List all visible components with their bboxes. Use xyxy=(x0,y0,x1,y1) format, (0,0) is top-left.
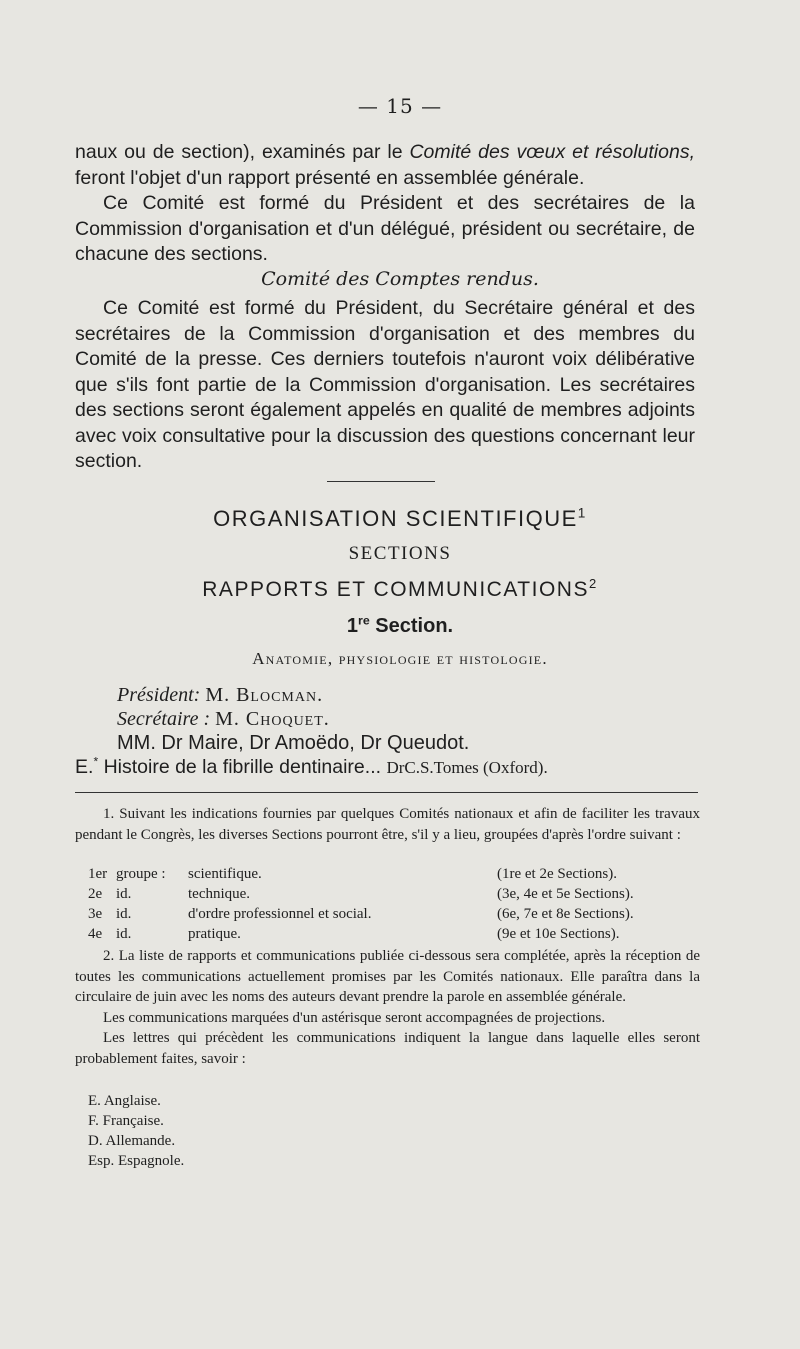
list-item: D. Allemande. xyxy=(88,1133,176,1149)
sections-heading: SECTIONS xyxy=(348,543,452,564)
section-divider xyxy=(327,481,435,482)
footnote-1 xyxy=(75,804,700,845)
footnote-2 xyxy=(75,946,700,1069)
intro-paragraph-2: Ce Comité est formé du Président et des secrétaires de la Commission d'organisation et d'un délégué, président ou secrétaire, de chacune des sections. xyxy=(75,192,695,265)
communication-title: Histoire de la fibrille dentinaire... xyxy=(103,756,382,778)
footnote-rule xyxy=(75,792,698,793)
members-line: MM. Dr Maire, Dr Amoëdo, Dr Queudot. xyxy=(117,732,470,754)
intro-text xyxy=(75,140,695,268)
president-line: Président: M. Blocman. xyxy=(117,684,324,706)
asterisk-marker: * xyxy=(93,754,99,769)
organisation-title: ORGANISATION SCIENTIFIQUE$^1$ xyxy=(213,505,587,531)
intro-paragraph-1: naux ou de section), examinés par le Comité des vœux et résolutions, feront l'objet d'un rapport présenté en assemblée générale. xyxy=(75,141,695,189)
footnote-2-asterisk: Les communications marquées d'un astérisque seront accompagnées de projections. xyxy=(103,1009,606,1026)
list-item: Esp. Espagnole. xyxy=(88,1153,185,1169)
communication-author: DrC.S.Tomes (Oxford). xyxy=(386,758,548,777)
section-title: Anatomie, physiologie et histologie. xyxy=(252,649,548,668)
page-number: — 15 — xyxy=(357,94,443,118)
footnote-1-text: 1. Suivant les indications fournies par quelques Comités nationaux et afin de faciliter les travaux pendant le Congrès, les diverses Sections pourront être, s'il y a lieu, groupées d'après l'ordre suivant : xyxy=(75,806,700,843)
rapports-heading: RAPPORTS ET COMMUNICATIONS$^2$ xyxy=(202,576,598,601)
section-number-heading: 1re Section. xyxy=(346,613,454,637)
footnote-2-text: 2. La liste de rapports et communications publiée ci-dessous sera complétée, après la réception de toutes les communications actuellement promises par les Comités nationaux. Elle paraîtra dans la circulaire de juin avec les noms des auteurs devant prendre la parole en assemblée générale. xyxy=(75,948,700,1005)
secretaire-line: Secrétaire : M. Choquet. xyxy=(117,708,330,730)
communication-entry xyxy=(75,756,725,779)
footnote-2-letters: Les lettres qui précèdent les communications indiquent la langue dans laquelle elles seront probablement faites, savoir : xyxy=(75,1030,700,1067)
language-code: E. xyxy=(75,756,94,778)
language-list xyxy=(88,1091,184,1171)
footnote-ref-2: 2 xyxy=(588,576,598,591)
document-page: — 15 — naux ou de section), examinés par le Comité des vœux et résolutions, feront l'objet d'un rapport présenté en assemblée générale. Ce Comité est formé du Président et des secrétaires de la Commission d'organisation et d'un délégué, président ou secrétaire, de chacune des sections. Comité des Comptes rendus. Ce Comité est formé du Président, du Secrétaire général et des secrétaires de la Commission d'organisation et des membres du Comité de la presse. Ces derniers toutefois n'auront voix délibérative que s'ils font partie de la Commission d'organisation. Les secrétaires des sections seront également appelés en qualité de membres adjoints avec voix consultative pour la discussion des questions concernant leur section. ORGANISATION SCIENTIFIQUE$^1$ SECTIONS RAPPORTS ET COMMUNICATIONS$^2$ 1re Section. Anatomie, physiologie et histologie. Président: M. Blocman. Secrétaire : M. Choquet. MM. Dr Maire, Dr Amoëdo, Dr Queudot. E.* Histoire de la fibrille dentinaire... DrC.S.Tomes (Oxford). 1. Suivant les indications fournies par quelques Comités nationaux et afin de faciliter les travaux pendant le Congrès, les diverses Sections pourront être, s'il y a lieu, groupées d'après l'ordre suivant : 1er groupe : scientifique. (1re et 2e Sections). 2e id. technique. (3e, 4e et 5e Sections). 3e id. d'ordre professionnel et social. (6e, 7e et 8e Sections). 4e id. pratique. (9e et 10e Sections). 2. La liste de rapports et communications publiée ci-dessous sera complétée, après la réception de toutes les communications actuellement promises par les Comités nationaux. Elle paraîtra dans la circulaire de juin avec les noms des auteurs devant prendre la parole en assemblée générale. Les communications marquées d'un astérisque seront accompagnées de projections. Les lettres qui précèdent les communications indiquent la langue dans laquelle elles seront probablement faites, savoir : E. Anglaise. F. Française. D. Allemande. Esp. Espagnole. xyxy=(0,0,800,1349)
list-item: F. Française. xyxy=(88,1113,164,1129)
comptes-rendus-heading: Comité des Comptes rendus. xyxy=(261,268,539,290)
list-item: E. Anglaise. xyxy=(88,1093,161,1109)
footnote-ref-1: 1 xyxy=(577,505,587,521)
comptes-rendus-paragraph: Ce Comité est formé du Président, du Secrétaire général et des secrétaires de la Commission d'organisation et des membres du Comité de la presse. Ces derniers toutefois n'auront voix délibérative que s'ils font partie de la Commission d'organisation. Les secrétaires des sections seront également appelés en qualité de membres adjoints avec voix consultative pour la discussion des questions concernant leur section. xyxy=(75,297,695,472)
comptes-rendus-text-block xyxy=(75,296,695,475)
comite-voeux-name: Comité des vœux et résolutions, xyxy=(409,141,695,163)
